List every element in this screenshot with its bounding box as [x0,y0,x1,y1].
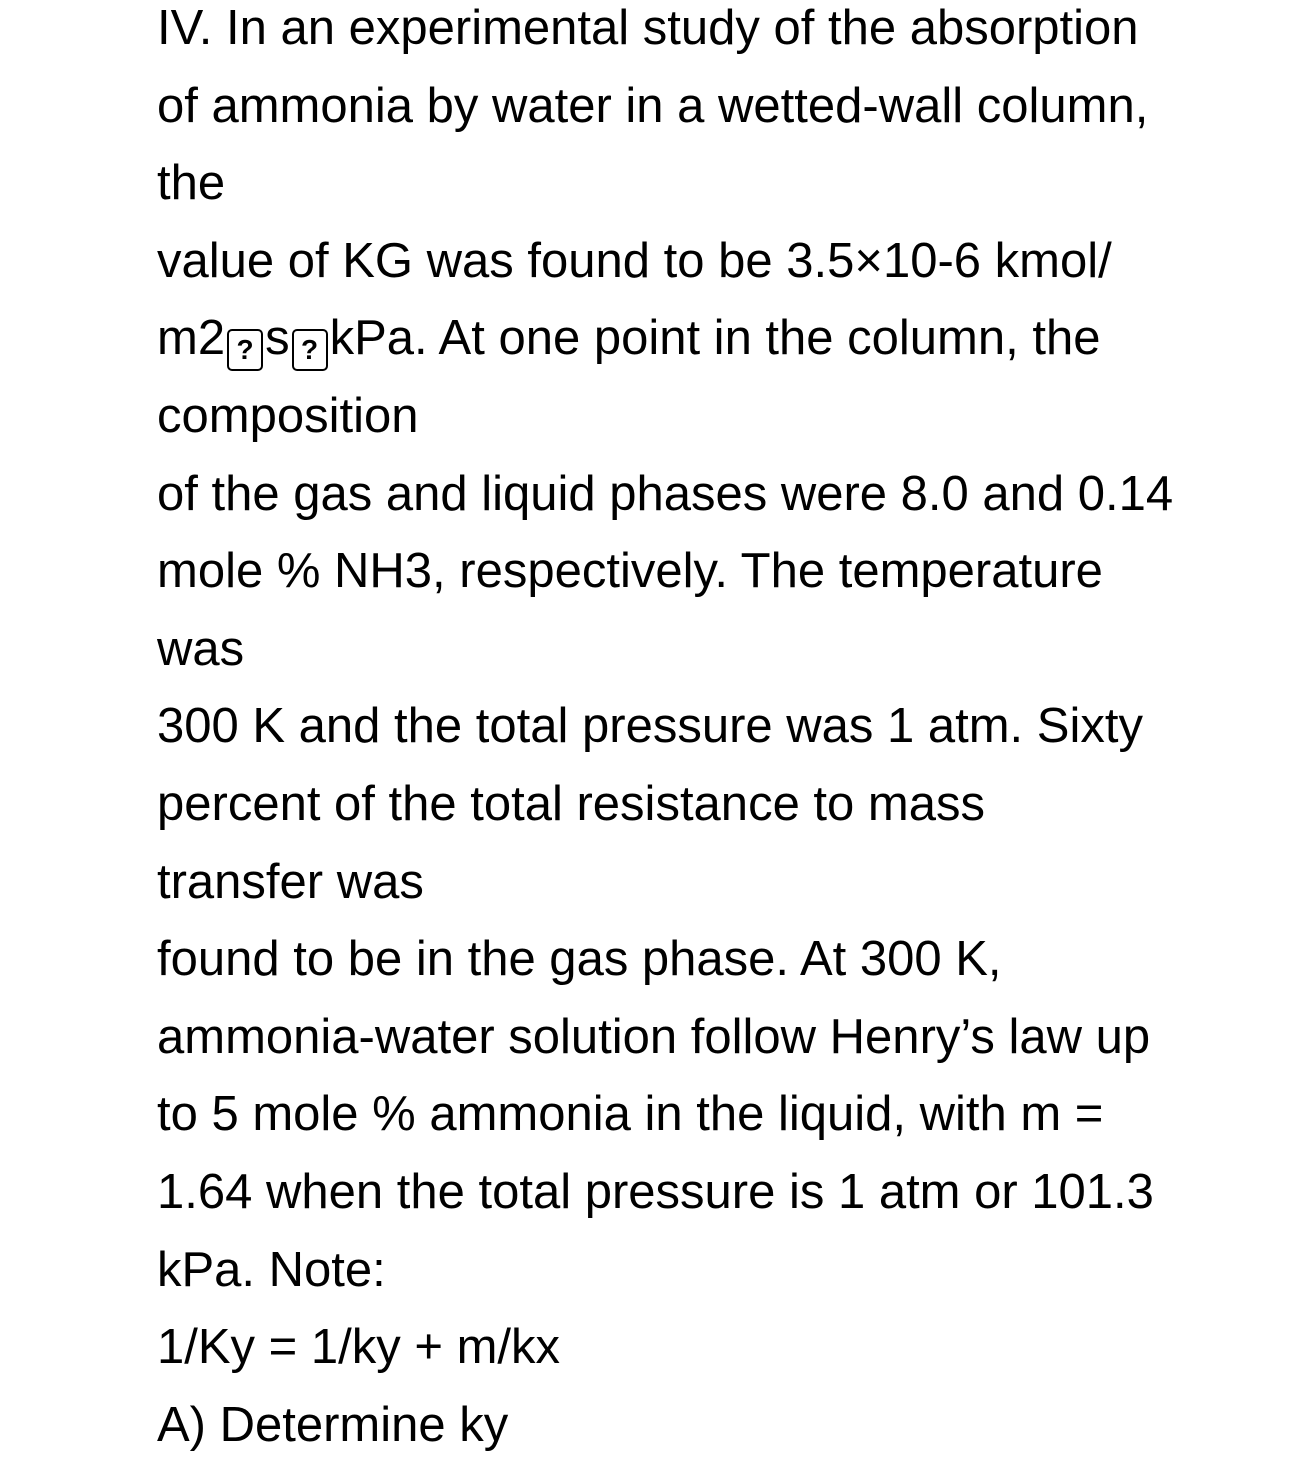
text-line: transfer was [157,854,424,909]
text-line: percent of the total resistance to mass [157,776,985,831]
text-line [157,300,1267,378]
text-fragment: kPa. At one point in the column, the [329,311,1101,366]
text-line: mole % NH3, respectively. The temperature [157,544,1103,599]
text-line: 300 K and the total pressure was 1 atm. Sixty [157,699,1143,754]
text-line: composition [157,388,419,443]
text-line: to 5 mole % ammonia in the liquid, with m = [157,1087,1104,1142]
equation-line: 1/Ky = 1/ky + m/kx [157,1320,561,1375]
text-line: kPa. Note: [157,1242,386,1297]
problem-text [157,0,1267,1464]
question-line: A) Determine ky [157,1397,509,1452]
missing-glyph-icon: ? [292,329,328,371]
text-line: of the gas and liquid phases were 8.0 and 0.14 [157,466,1174,521]
text-line: 1.64 when the total pressure is 1 atm or 101.3 [157,1164,1154,1219]
text-line: value of KG was found to be 3.5×10-6 kmol/ [157,233,1112,288]
text-line: was [157,621,245,676]
text-line: the [157,156,226,211]
text-fragment: m2 [157,311,226,366]
text-line: IV. In an experimental study of the absorption [157,1,1139,55]
missing-glyph-icon: ? [227,329,263,371]
text-line: of ammonia by water in a wetted-wall column, [157,78,1149,133]
text-fragment: s [265,311,290,366]
text-line: ammonia-water solution follow Henry’s law up [157,1009,1151,1064]
text-line: found to be in the gas phase. At 300 K, [157,932,1002,987]
